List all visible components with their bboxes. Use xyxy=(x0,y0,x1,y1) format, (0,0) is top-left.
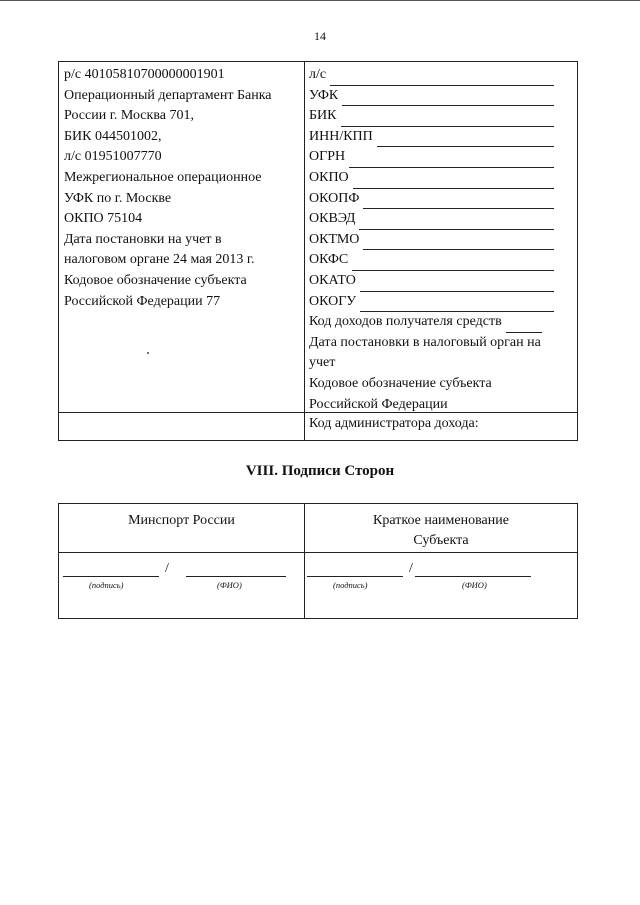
bank-detail-line: УФК по г. Москве xyxy=(64,190,172,206)
field-okopf[interactable] xyxy=(309,189,574,210)
right-name-caption: (ФИО) xyxy=(462,580,487,590)
left-name-line[interactable] xyxy=(186,576,286,577)
bank-details xyxy=(64,65,300,312)
field-label: ОКОПФ xyxy=(309,190,360,206)
page-number: 14 xyxy=(314,29,326,43)
blank-line xyxy=(353,174,554,189)
signatures-table xyxy=(58,503,578,619)
right-separator: / xyxy=(409,561,413,576)
requisites-table xyxy=(58,61,578,441)
right-signature-caption: (подпись) xyxy=(333,580,368,590)
bank-detail-line: Кодовое обозначение субъекта xyxy=(64,272,247,288)
field-oktmo[interactable] xyxy=(309,230,574,251)
blank-line xyxy=(359,215,554,230)
field-label: ОКАТО xyxy=(309,272,356,288)
field-label: ОКФС xyxy=(309,252,349,268)
section-title: VIII. Подписи Сторон xyxy=(245,463,395,479)
blank-line xyxy=(341,112,555,127)
stray-dot xyxy=(147,352,149,354)
bank-detail-line: Дата постановки на учет в xyxy=(64,231,222,247)
subject-code-line2: Российской Федерации xyxy=(309,396,448,412)
blank-line xyxy=(352,256,554,271)
admin-code-label: Код администратора дохода: xyxy=(309,416,479,431)
blank-line xyxy=(342,91,554,106)
blank-line xyxy=(360,277,554,292)
field-okato[interactable] xyxy=(309,271,574,292)
tax-date-line1: Дата постановки в налоговый орган на xyxy=(309,334,541,350)
field-label: Код доходов получателя средств xyxy=(309,314,502,330)
field-label: ОКПО xyxy=(309,169,349,185)
field-ufk[interactable] xyxy=(309,86,574,107)
tax-date-line2: учет xyxy=(309,355,336,371)
bank-detail-line: налоговом органе 24 мая 2013 г. xyxy=(64,252,255,268)
blank-line xyxy=(360,297,554,312)
bank-detail-line: Операционный департамент Банка xyxy=(64,87,272,103)
field-label: БИК xyxy=(309,108,337,124)
field-bik[interactable] xyxy=(309,106,574,127)
row-divider xyxy=(59,552,577,553)
field-label: УФК xyxy=(309,87,339,103)
bank-detail-line: России г. Москва 701, xyxy=(64,108,194,124)
top-border-line xyxy=(0,0,640,1)
field-label: ИНН/КПП xyxy=(309,128,373,144)
field-label: л/с xyxy=(309,67,327,82)
field-okved[interactable] xyxy=(309,209,574,230)
party-left-name: Минспорт России xyxy=(128,513,235,528)
blank-line xyxy=(363,235,554,250)
left-signature-caption: (подпись) xyxy=(89,580,124,590)
bank-detail-line: Межрегиональное операционное xyxy=(64,169,262,185)
blank-line xyxy=(330,71,554,86)
field-label: ОКОГУ xyxy=(309,293,357,309)
right-name-line[interactable] xyxy=(415,576,531,577)
field-label: ОКВЭД xyxy=(309,211,356,227)
right-signature-line[interactable] xyxy=(307,576,403,577)
field-okogu[interactable] xyxy=(309,292,574,313)
party-right-name-line2: Субъекта xyxy=(413,533,469,548)
party-right-name-line1: Краткое наименование xyxy=(373,513,509,528)
blank-line xyxy=(506,318,542,333)
blank-line xyxy=(349,153,554,168)
field-label: ОГРН xyxy=(309,149,346,165)
field-ogrn[interactable] xyxy=(309,147,574,168)
subject-code-line1: Кодовое обозначение субъекта xyxy=(309,375,492,391)
bank-detail-line: л/с 01951007770 xyxy=(64,149,162,165)
bank-detail-line: ОКПО 75104 xyxy=(64,211,143,227)
column-divider xyxy=(304,62,305,440)
recipient-fields xyxy=(309,65,574,415)
bank-detail-line: р/с 40105810700000001901 xyxy=(64,67,225,82)
left-name-caption: (ФИО) xyxy=(217,580,242,590)
blank-line xyxy=(377,132,554,147)
left-separator: / xyxy=(165,561,169,576)
field-okpo[interactable] xyxy=(309,168,574,189)
bank-detail-line: Российской Федерации 77 xyxy=(64,293,221,309)
left-signature-line[interactable] xyxy=(63,576,159,577)
field-income-code[interactable] xyxy=(309,312,574,333)
blank-line xyxy=(363,194,554,209)
field-label: ОКТМО xyxy=(309,231,360,247)
field-ls[interactable] xyxy=(309,65,574,86)
field-inn-kpp[interactable] xyxy=(309,127,574,148)
bank-detail-line: БИК 044501002, xyxy=(64,128,162,144)
field-okfs[interactable] xyxy=(309,250,574,271)
